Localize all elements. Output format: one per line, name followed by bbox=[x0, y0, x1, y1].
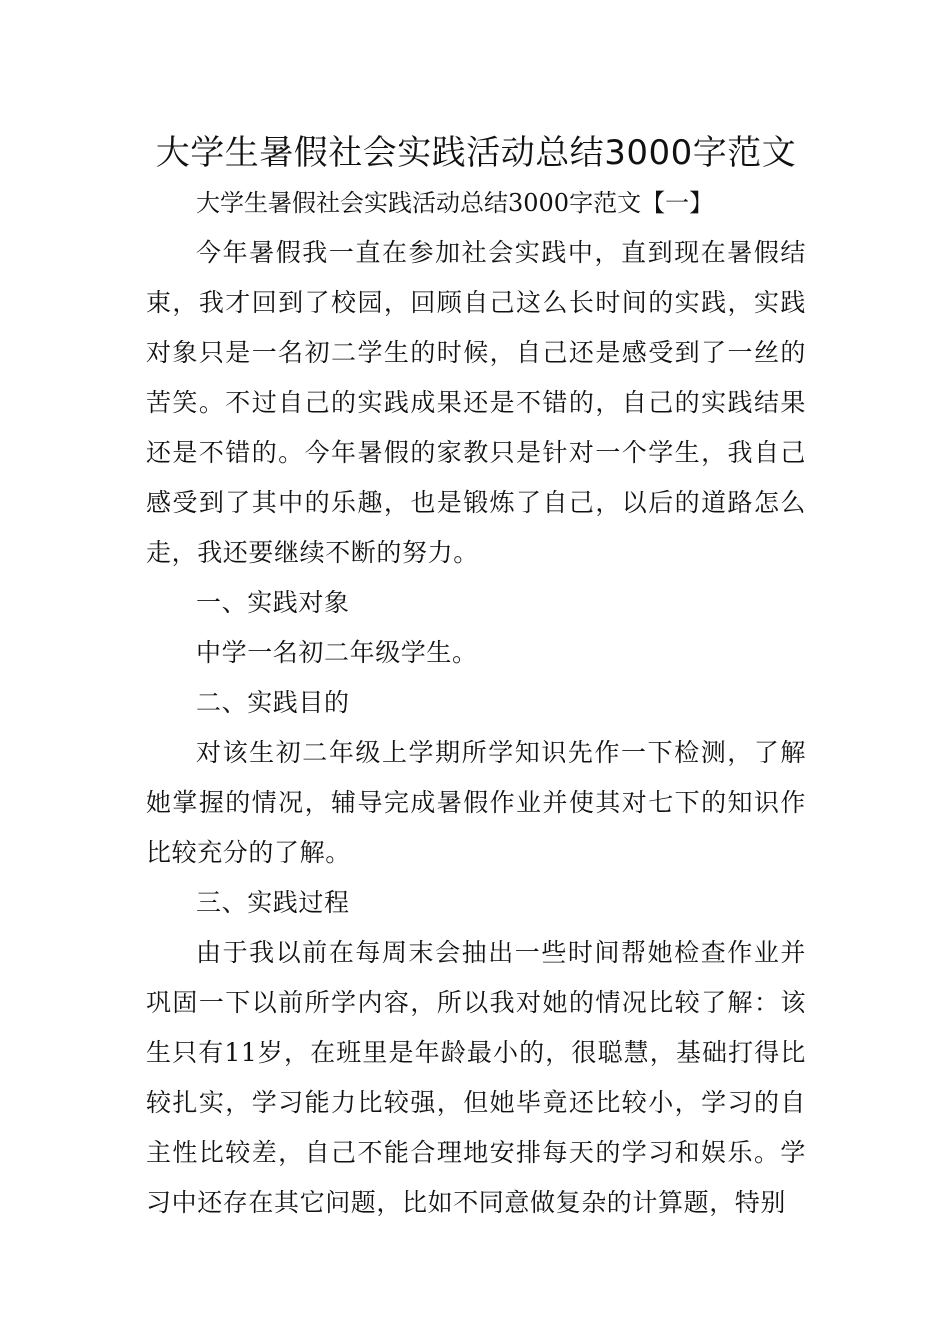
section-heading-target: 一、实践对象 bbox=[196, 588, 350, 617]
document-title: 大学生暑假社会实践活动总结3000字范文 bbox=[155, 133, 797, 173]
section-heading-purpose: 二、实践目的 bbox=[196, 688, 350, 717]
document-page bbox=[146, 128, 806, 1228]
document-subtitle: 大学生暑假社会实践活动总结3000字范文【一】 bbox=[196, 189, 714, 217]
paragraph-intro: 今年暑假我一直在参加社会实践中，直到现在暑假结束，我才回到了校园，回顾自己这么长时间的实践，实践对象只是一名初二学生的时候，自己还是感受到了一丝的苦笑。不过自己的实践成果还是不错的，自己的实践结果还是不错的。今年暑假的家教只是针对一个学生，我自己感受到了其中的乐趣，也是锻炼了自己，以后的道路怎么走，我还要继续不断的努力。 bbox=[146, 238, 806, 567]
paragraph-target: 中学一名初二年级学生。 bbox=[196, 638, 478, 667]
section-heading-process: 三、实践过程 bbox=[196, 888, 350, 917]
paragraph-purpose: 对该生初二年级上学期所学知识先作一下检测，了解她掌握的情况，辅导完成暑假作业并使其对七下的知识作比较充分的了解。 bbox=[146, 738, 806, 867]
paragraph-process: 由于我以前在每周末会抽出一些时间帮她检查作业并巩固一下以前所学内容，所以我对她的情况比较了解：该生只有11岁，在班里是年龄最小的，很聪慧，基础打得比较扎实，学习能力比较强，但她毕竟还比较小，学习的自主性比较差，自己不能合理地安排每天的学习和娱乐。学习中还存在其它问题，比如不同意做复杂的计算题，特别 bbox=[146, 938, 806, 1217]
